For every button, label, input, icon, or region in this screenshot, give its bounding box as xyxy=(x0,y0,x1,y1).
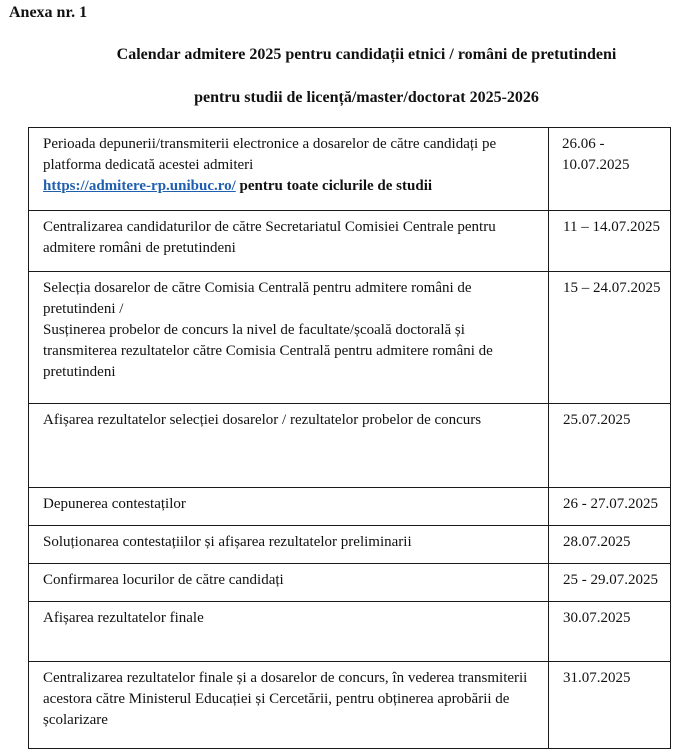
date-cell: 25 - 29.07.2025 xyxy=(549,564,671,602)
table-row xyxy=(29,272,671,404)
annex-label: Anexa nr. 1 xyxy=(9,4,88,21)
table-row xyxy=(29,211,671,272)
activity-text: Susținerea probelor de concurs la nivel de facultate/școală doctorală și transmiterea rezultatelor către Comisia Centrală pentru admitere români de pretutindeni xyxy=(43,322,493,380)
date-end: 10.07.2025 xyxy=(562,157,630,173)
table-row xyxy=(29,128,671,211)
table-row xyxy=(29,662,671,749)
activity-cell: Centralizarea rezultatelor finale și a dosarelor de concurs, în vederea transmiterii acestora către Ministerul Educației și Cercetării, pentru obținerea aprobării de școlarizare xyxy=(29,662,549,749)
admission-calendar-table xyxy=(28,127,671,749)
table-row xyxy=(29,526,671,564)
date-cell: 30.07.2025 xyxy=(549,602,671,662)
table-row xyxy=(29,404,671,488)
activity-cell: Depunerea contestaților xyxy=(29,488,549,526)
date-cell: 31.07.2025 xyxy=(549,662,671,749)
date-cell: 26 - 27.07.2025 xyxy=(549,488,671,526)
activity-cell xyxy=(29,272,549,404)
date-cell: 25.07.2025 xyxy=(549,404,671,488)
document-title-line2: pentru studii de licență/master/doctorat 2025-2026 xyxy=(194,89,539,106)
date-cell: 15 – 24.07.2025 xyxy=(549,272,671,404)
admission-platform-link[interactable]: https://admitere-rp.unibuc.ro/ xyxy=(43,178,236,194)
date-start: 26.06 - xyxy=(562,136,605,152)
table-row xyxy=(29,488,671,526)
document-title-line1: Calendar admitere 2025 pentru candidații etnici / români de pretutindeni xyxy=(116,46,617,63)
activity-cell: Confirmarea locurilor de către candidați xyxy=(29,564,549,602)
activity-cell: Soluționarea contestațiilor și afișarea rezultatelor preliminarii xyxy=(29,526,549,564)
table-row xyxy=(29,602,671,662)
activity-text: Selecția dosarelor de către Comisia Centrală pentru admitere români de pretutindeni / xyxy=(43,280,472,317)
date-cell: 28.07.2025 xyxy=(549,526,671,564)
activity-text: Perioada depunerii/transmiterii electronice a dosarelor de către candidați pe platforma dedicată acestei admiteri xyxy=(43,136,497,173)
activity-cell xyxy=(29,128,549,211)
activity-suffix: pentru toate ciclurile de studii xyxy=(239,178,433,194)
table-row xyxy=(29,564,671,602)
activity-cell: Afișarea rezultatelor finale xyxy=(29,602,549,662)
activity-cell: Centralizarea candidaturilor de către Secretariatul Comisiei Centrale pentru admitere români de pretutindeni xyxy=(29,211,549,272)
date-cell xyxy=(549,128,671,211)
activity-cell: Afișarea rezultatelor selecției dosarelor / rezultatelor probelor de concurs xyxy=(29,404,549,488)
date-cell: 11 – 14.07.2025 xyxy=(549,211,671,272)
